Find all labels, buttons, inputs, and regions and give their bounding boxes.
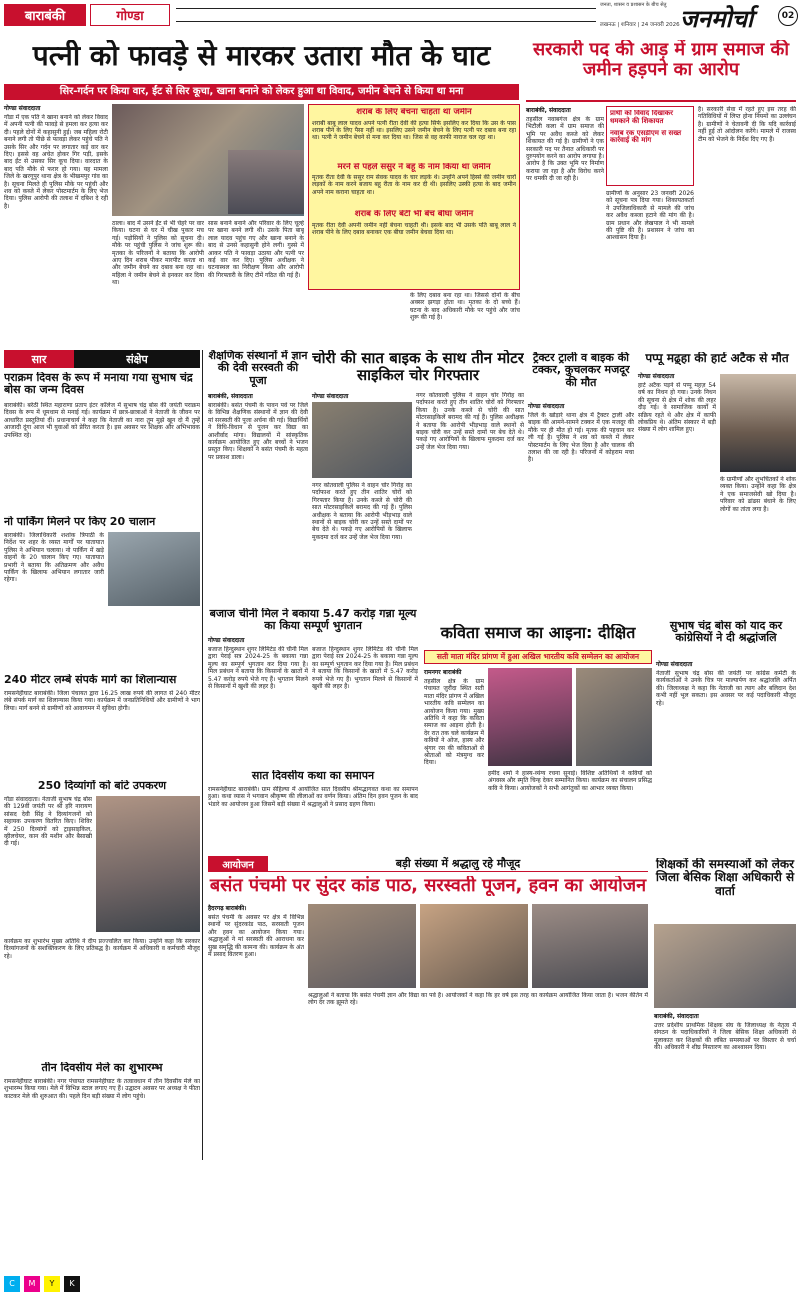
saar-h1: पराक्रम दिवस के रूप में मनाया गया सुभाष चंद्र बोस का जन्म दिवस <box>4 372 193 397</box>
aayojan-header <box>208 856 648 872</box>
teachers-dateline: बाराबंकी, संवाददाता <box>654 1013 699 1020</box>
saar-t4: गोंडा संवाददाता। नेताजी सुभाष चंद्र बोस की 129वीं जयंती पर श्री हरि नारायण सांसद देवी सिंह ने दिव्यांगजनों को सहायक उपकरण वितरित किए। शिविर में 250 दिव्यांगों को ट्राइसाइकिल, व्हीलचेयर, कान की मशीन और बैसाखी दी गई। <box>4 796 92 848</box>
tractor-headline: ट्रैक्टर ट्राली व बाइक की टक्कर, कुचलकर मजदूर की मौत <box>532 352 630 389</box>
pappu-dateline: गोण्डा संवाददाता <box>638 373 675 380</box>
saar-h3: 240 मीटर लम्बे संपर्क मार्ग का शिलान्यास <box>4 674 177 686</box>
pappu-body: हार्ट अटैक पड़ने से पप्पू महज़ 54 वर्ष का निधन हो गया। उनके निधन की सूचना से क्षेत्र में शोक की लहर दौड़ गई। वे सामाजिक कार्यों में सक्रिय रहते थे और क्षेत्र में काफी लोकप्रिय थे। अंतिम संस्कार में बड़ी संख्या में लोग शामिल हुए। <box>638 382 716 434</box>
sugar-body: बजाज हिन्दुस्थान शुगर लिमिटेड की चीनी मिल द्वारा पेराई सत्र 2024-25 के बकाया गन्ना मूल्य का सम्पूर्ण भुगतान कर दिया गया है। मिल प्रबंधन ने बताया कि किसानों के खातों में 5.47 करोड़ रुपये भेजे गए हैं। भुगतान मिलने से किसानों में खुशी की लहर है। <box>208 646 308 691</box>
kavita-photo-poet <box>488 668 572 766</box>
sugar-body-2: बजाज हिन्दुस्थान शुगर लिमिटेड की चीनी मिल द्वारा पेराई सत्र 2024-25 के बकाया गन्ना मूल्य का सम्पूर्ण भुगतान कर दिया गया है। मिल प्रबंधन ने बताया कि किसानों के खातों में 5.47 करोड़ रुपये भेजे गए हैं। भुगतान मिलने से किसानों में खुशी की लहर है। <box>312 646 418 691</box>
column-divider <box>202 350 203 1160</box>
lead-photo-inset <box>228 150 304 214</box>
right-top-rule <box>526 100 796 102</box>
teachers-headline: शिक्षकों की समस्याओं को लेकर जिला बेसिक शिक्षा अधिकारी से वार्ता <box>655 858 795 898</box>
box-heading-3: शराब के लिए बेटी भी बेच बीघा जमीन <box>354 210 474 220</box>
box-heading-1: शराब के लिए बेचना चाहता था जमीन <box>356 108 472 117</box>
aayojan-photo-3 <box>532 904 648 988</box>
saar-photo-equipment <box>96 796 200 932</box>
right-top-body: तहसील नवाबगंज क्षेत्र के ग्राम भिटौली कला में ग्राम समाज की भूमि पर अवैध कब्जे को लेकर शिकायत की गई है। ग्रामीणों ने एक सरकारी पद पर तैनात अधिकारी पर दुरुपयोग करने का आरोप लगाया है। आरोप है कि उक्त भूमि पर निर्माण कराया जा रहा है और विरोध करने पर धमकी दी जा रही है। <box>526 116 604 183</box>
saar-h2: नो पार्किंग मिलने पर किए 20 चालान <box>4 516 156 528</box>
lead-box-continued: के लिए दबाव बना रहा था। जिससे दोनों के बीच अक्सर झगड़ा होता था। मृतका के दो बच्चे हैं। घटना के बाद अधिकारी मौके पर पहुंचे और जांच शुरू की गई है। <box>410 292 520 322</box>
subhash-headline: सुभाष चंद्र बोस को याद कर कांग्रेसियों ने दी श्रद्धांजलि <box>669 620 783 645</box>
kavita-photo-audience <box>576 668 652 766</box>
color-mark-m: M <box>24 1276 40 1292</box>
subhash-body: नेताजी सुभाष चंद्र बोस की जयंती पर कांग्रेस कमेटी के कार्यकर्ताओं ने उनके चित्र पर माल्यार्पण कर श्रद्धांजलि अर्पित की। जिलाध्यक्ष ने कहा कि नेताजी का त्याग और बलिदान देश कभी नहीं भूल सकता। इस अवसर पर कई पदाधिकारी मौजूद रहे। <box>656 670 796 707</box>
saar-t2: बाराबंकी। जिलाधिकारी शशांक त्रिपाठी के निर्देश पर शहर के व्यस्त मार्गों पर यातायात पुलिस ने अभियान चलाया। नो पार्किंग में खड़े वाहनों के 20 चालान किए गए। यातायात प्रभारी ने बताया कि अतिक्रमण और अवैध पार्किंग के खिलाफ अभियान लगातार जारी रहेगा। <box>4 532 104 584</box>
saar-h4: 250 दिव्यांगों को बांटे उपकरण <box>37 780 167 792</box>
saar-t4b: कार्यक्रम का शुभारंभ मुख्य अतिथि ने दीप प्रज्ज्वलित कर किया। उन्होंने कहा कि सरकार दिव्यांगजनों के सशक्तिकरण के लिए प्रतिबद्ध है। कार्यक्रम में अधिकारी व कर्मचारी मौजूद रहे। <box>4 938 200 960</box>
box-text-3: मृतक रीता देवी अपनी जमीन नहीं बेचना चाहती थी। इसके बाद भी उसके पति बाबू लाल ने शराब पीने के लिए दबाव बनाकर एक बीघा जमीन बेचवा दिया था। <box>312 221 516 236</box>
page-number: 02 <box>778 6 798 26</box>
footer-color-marks <box>0 1274 800 1294</box>
katha-body: रामसनेहीघाट बाराबंकी। ग्राम सेहिल्या में आयोजित सात दिवसीय श्रीमद्भागवत कथा का समापन हुआ। कथा व्यास ने भगवान श्रीकृष्ण की लीलाओं का वर्णन किया। अंतिम दिन हवन पूजन के बाद भंडारे का आयोजन हुआ जिसमें बड़ी संख्या में श्रद्धालुओं ने प्रसाद ग्रहण किया। <box>208 786 418 808</box>
theft-photo <box>312 402 412 478</box>
aayojan-body-2: श्रद्धालुओं ने बताया कि बसंत पंचमी ज्ञान और विद्या का पर्व है। आयोजकों ने कहा कि हर वर्ष इस तरह का कार्यक्रम आयोजित किया जाता है। भजन कीर्तन में लोग देर तक झूमते रहे। <box>308 992 648 1007</box>
theft-body: नगर कोतवाली पुलिस ने वाहन चोर गिरोह का पर्दाफाश करते हुए तीन शातिर चोरों को गिरफ्तार किया है। उनके कब्जे से चोरी की सात मोटरसाइकिलें बरामद की गई हैं। पुलिस अधीक्षक ने बताया कि आरोपी भीड़भाड़ वाले स्थानों से बाइक चोरी कर उन्हें सस्ते दामों पर बेच देते थे। पकड़े गए आरोपियों के खिलाफ मुकदमा दर्ज कर उन्हें जेल भेज दिया गया। <box>312 482 412 541</box>
box-heading-2: मरने से पहले ससुर ने बहू के नाम किया था जमीन <box>337 162 491 172</box>
color-mark-c: C <box>4 1276 20 1292</box>
saar-t3: रामसनेहीघाट बाराबंकी। जिला पंचायत द्वारा 16.25 लाख रुपये की लागत से 240 मीटर लंबे संपर्क मार्ग का शिलान्यास किया गया। कार्यक्रम में जनप्रतिनिधियों और ग्रामीणों ने भाग लिया। मार्ग बनने से ग्रामीणों को आवागमन में सुविधा होगी। <box>4 690 200 712</box>
tractor-body: जिले के खोड़ारे थाना क्षेत्र में ट्रैक्टर ट्राली और बाइक की आमने-सामने टक्कर में एक मजदूर की मौके पर ही मौत हो गई। मृतक की पहचान कर ली गई है। पुलिस ने शव को कब्जे में लेकर पोस्टमार्टम के लिए भेज दिया है और चालक की तलाश की जा रही है। परिजनों में कोहराम मचा है। <box>528 412 634 464</box>
brand-logo: जनमोर्चा <box>680 5 754 33</box>
right-top-quote-box <box>606 106 694 186</box>
color-mark-k: K <box>64 1276 80 1292</box>
kavita-body: तहसील क्षेत्र के ग्राम पंचायत जुरौंदा स्थित सती माता मंदिर प्रांगण में अखिल भारतीय कवि सम्मेलन का आयोजन किया गया। मुख्य अतिथि ने कहा कि कविता समाज का आइना होती है। देर रात तक चले कार्यक्रम में कवियों ने ओज, हास्य और श्रृंगार रस की कविताओं से श्रोताओं को मंत्रमुग्ध कर दिया। <box>424 678 484 767</box>
box-text-1: शराबी बाबू लाल यादव अपने पत्नी रीता देवी की हत्या सिर्फ इसलिए कर दिया कि उस के पास शराब पीने के लिए पैसा नहीं था। इसलिए उसने जमीन बेचने के लिए पत्नी पर दबाव बना रहा था। पत्नी ने जमीन बेचने से मना कर दिया था। जिस से वह काफी नाराज चल रहा था। <box>312 119 516 142</box>
right-top-headline: सरकारी पद की आड़ में ग्राम समाज की जमीन हड़पने का आरोप <box>533 40 789 81</box>
theft-body-2: नगर कोतवाली पुलिस ने वाहन चोर गिरोह का पर्दाफाश करते हुए तीन शातिर चोरों को गिरफ्तार किया है। उनके कब्जे से चोरी की सात मोटरसाइकिलें बरामद की गई हैं। पुलिस अधीक्षक ने बताया कि आरोपी भीड़भाड़ वाले स्थानों से बाइक चोरी कर उन्हें सस्ते दामों पर बेच देते थे। पकड़े गए आरोपियों के खिलाफ मुकदमा दर्ज कर उन्हें जेल भेज दिया गया। <box>416 392 524 451</box>
kavita-dateline: रामनगर बाराबंकी <box>424 669 462 676</box>
saar-tag: सार <box>4 350 74 368</box>
teachers-body: उत्तर प्रदेशीय प्राथमिक शिक्षक संघ के जिलाध्यक्ष के नेतृत्व में संगठन के पदाधिकारियों ने जिला बेसिक शिक्षा अधिकारी से मुलाकात कर शिक्षकों की लंबित समस्याओं पर विस्तार से चर्चा की। अधिकारी ने शीघ्र निस्तारण का आश्वासन दिया। <box>654 1022 796 1052</box>
pappu-portrait <box>720 374 796 472</box>
sugar-dateline: गोण्डा संवाददाता <box>208 637 245 644</box>
teachers-photo <box>654 924 796 1008</box>
saar-h5: तीन दिवसीय मेले का शुभारम्भ <box>41 1062 163 1074</box>
sankshep-tag: संक्षेप <box>74 350 200 368</box>
aayojan-headline: बसंत पंचमी पर सुंदर कांड पाठ, सरस्वती पूजन, हवन का आयोजन <box>209 876 647 896</box>
masthead-rule <box>176 8 596 22</box>
education-dateline: बाराबंकी, संवाददाता <box>208 393 253 400</box>
quote-1: प्रार्थी को विवाद दिखाकर धमकाने की शिकायत <box>610 110 674 125</box>
katha-headline: सात दिवसीय कथा का समापन <box>251 770 375 782</box>
lead-sidebar-box <box>308 104 520 290</box>
lead-headline: पत्नी को फावड़े से मारकर उतारा मौत के घाट <box>32 40 491 72</box>
education-headline: शैक्षणिक संस्थानों में ज्ञान की देवी सरस्वती की पूजा <box>208 350 308 387</box>
theft-dateline: गोण्डा संवाददाता <box>312 393 349 400</box>
aayojan-dateline: हैदरगढ़ बाराबंकी। <box>208 905 247 912</box>
right-top-dateline: बाराबंकी, संवाददाता <box>526 107 571 114</box>
lead-body-2: ठाला। बाद में उसने ईंट से भी चेहरे पर वार किया। घटना से घर में चीख पुकार मच गई। पड़ोसियों ने पुलिस को सूचना दी। मौके पर पहुंची पुलिस ने जांच शुरू की। मृतका के परिजनों ने बताया कि आरोपी आए दिन शराब पीकर मारपीट करता था और जमीन बेचने का दबाव बना रहा था। महिला ने जमीन बेचने से इनकार कर दिया था। <box>112 220 204 287</box>
aayojan-photo-2 <box>420 904 528 988</box>
kavita-deck: सती माता मंदिर प्रांगण में हुआ अखिल भारतीय कवि सम्मेलन का आयोजन <box>424 650 652 664</box>
subhash-dateline: गोण्डा संवाददाता <box>656 661 693 668</box>
saar-t5: रामसनेहीघाट बाराबंकी। नगर पंचायत रामसनेहीघाट के तत्वावधान में तीन दिवसीय मेले का शुभारम्भ किया गया। मेले में विभिन्न स्टाल लगाए गए हैं। उद्घाटन अवसर पर अध्यक्ष ने फीता काटकर मेले की शुरुआत की। पहले दिन बड़ी संख्या में लोग पहुंचे। <box>4 1078 200 1100</box>
saar-header <box>4 350 200 368</box>
theft-headline: चोरी की सात बाइक के साथ तीन मोटर साइकिल चोर गिरफ्तार <box>312 350 524 384</box>
sugar-headline: बजाज चीनी मिल ने बकाया 5.47 करोड़ गन्ना मूल्य का किया सम्पूर्ण भुगतान <box>209 608 417 633</box>
lead-deck: सिर-गर्दन पर किया वार, ईंट से सिर कूचा, खाना बनाने को लेकर हुआ था विवाद, जमीन बेचने से किया था मना <box>4 84 519 100</box>
saar-photo-parking <box>108 532 200 606</box>
saar-t1: बाराबंकी। बरेठी स्थित महाराणा प्रताप इंटर कॉलेज में सुभाष चंद्र बोस की जयंती पराक्रम दिवस के रूप में धूमधाम से मनाई गई। कार्यक्रम में छात्र-छात्राओं ने नेताजी के जीवन पर आधारित प्रस्तुतियां दीं। प्रधानाचार्य ने कहा कि नेताजी का नारा तुम मुझे खून दो मैं तुम्हें आजादी दूंगा आज भी युवाओं को प्रेरित करता है। इस अवसर पर शिक्षक और अभिभावक उपस्थित रहे। <box>4 402 200 439</box>
lead-dateline: गोण्डा संवाददाता <box>4 105 41 112</box>
quote-2: नवाब रक एसडीएम से सख्त कार्रवाई की मांग <box>610 129 682 145</box>
box-text-2: मृतक रीता देवी के ससुर राम सेवक यादव के चार लड़के थे। उन्होंने अपने हिस्से की जमीन चारों लड़कों के नाम करने बजाय बहू रीता के नाम कर दी थी। इसलिए उस्की हत्या के बाद जमीन अपने नाम कराना चाहता था। <box>312 174 516 196</box>
kavita-headline: कविता समाज का आइना: दीक्षित <box>440 624 636 642</box>
section-district-2: गोण्डा <box>90 4 170 26</box>
aayojan-tag: आयोजन <box>208 856 268 872</box>
kavita-body-2: हमीद शर्मा ने हास्य-व्यंग्य रचना सुनाई। विशिष्ट अतिथियों ने कवियों को अंगवस्त्र और स्मृति चिन्ह देकर सम्मानित किया। कार्यक्रम का संचालन प्रसिद्ध कवि ने किया। आयोजकों ने सभी आगंतुकों का आभार व्यक्त किया। <box>488 770 652 792</box>
masthead-dateline: लखनऊ | शनिवार | 24 जनवरी 2026 <box>600 22 680 28</box>
aayojan-kicker: बड़ी संख्या में श्रद्धालु रहे मौजूद <box>395 857 521 870</box>
aayojan-photo-1 <box>308 904 416 988</box>
tractor-dateline: गोण्डा संवाददाता <box>528 403 565 410</box>
aayojan-body: बसंत पंचमी के अवसर पर क्षेत्र में विभिन्न स्थानों पर सुंदरकांड पाठ, सरस्वती पूजन और हवन का आयोजन किया गया। श्रद्धालुओं ने मां सरस्वती की आराधना कर सुख समृद्धि की कामना की। कार्यक्रम के अंत में प्रसाद वितरण हुआ। <box>208 914 304 959</box>
right-top-body-3: है। सरकारी सेवा में रहते हुए इस तरह की गतिविधियों में लिप्त होना नियमों का उल्लंघन है। ग्रामीणों ने चेतावनी दी कि यदि कार्रवाई नहीं हुई तो आंदोलन करेंगे। मामले में राजस्व टीम को भेजने के निर्देश दिए गए हैं। <box>698 106 796 143</box>
right-top-body-2: ग्रामीणों के अनुसार 23 जनवरी 2026 को सूचना पत्र दिया गया। शिकायतकर्ता ने उपजिलाधिकारी से मामले की जांच कर अवैध कब्जा हटाने की मांग की है। ग्राम प्रधान और लेखपाल ने भी मामले की पुष्टि की है। प्रशासन ने जांच का आश्वासन दिया है। <box>606 190 694 242</box>
lead-body: गोंडा में एक पति ने खाना बनाने को लेकर विवाद में अपनी पत्नी की फावड़े से हमला कर हत्या कर दी। पहले दोनों में कहासुनी हुई। जब महिला रोटी बनाने लगी तो पीछे से फावड़ा लेकर पहुंचे पति ने उसके सिर और गर्दन पर लगातार कई वार कर दिए। इससे वह अचेत होकर गिर पड़ी, इसके बाद ईंट से उसका सिर कूच दिया। वारदात के बाद पति मौके से फरार हो गया। यह मामला जिले के खरगूपुर थाना क्षेत्र के भीखमपुर गांव का है। सूचना मिलते ही पुलिस मौके पर पहुंची और शव को कब्जे में लेकर पोस्टमार्टम के लिए भेज दिया। पुलिस आरोपी की तलाश में दबिश दे रही है। <box>4 114 108 210</box>
lead-body-3: सास बनाने बनाने और परिवार के लिए चूल्हे पर खाना बनने लगी थी। उसके पिता बाबू लाल यादव पहुंच गए और खाना बनाने के बाद से उनसे कहासुनी होने लगी। गुस्से में आकर पति ने फावड़ा उठाया और पत्नी पर कई वार कर दिए। पुलिस अधीक्षक ने घटनास्थल का निरीक्षण किया और आरोपी की गिरफ्तारी के लिए टीमें गठित की गई हैं। <box>208 220 304 279</box>
color-mark-y: Y <box>44 1276 60 1292</box>
pappu-body-2: के ग्रामीणों और शुभचिंतकों ने शोक व्यक्त किया। उन्होंने कहा कि क्षेत्र ने एक समाजसेवी खो दिया है। परिवार को ढांढस बंधाने के लिए लोगों का तांता लगा है। <box>720 476 796 513</box>
masthead-tagline: जनता, शासन व प्रशासन के बीच सेतु <box>600 2 667 8</box>
masthead <box>0 0 800 36</box>
education-body: बाराबंकी। बसंत पंचमी के पावन पर्व पर जिले के विभिन्न शैक्षणिक संस्थानों में ज्ञान की देवी मां सरस्वती की पूजा अर्चना की गई। विद्यार्थियों ने विधि-विधान से पूजन कर विद्या का आशीर्वाद मांगा। विद्यालयों में सांस्कृतिक कार्यक्रम आयोजित हुए और बच्चों ने भजन प्रस्तुत किए। शिक्षकों ने बसंत पंचमी के महत्व पर प्रकाश डाला। <box>208 402 308 461</box>
pappu-headline: पप्पू मढ़्हा की हार्ट अटैक से मौत <box>645 352 789 365</box>
section-district-1: बाराबंकी <box>4 4 86 26</box>
